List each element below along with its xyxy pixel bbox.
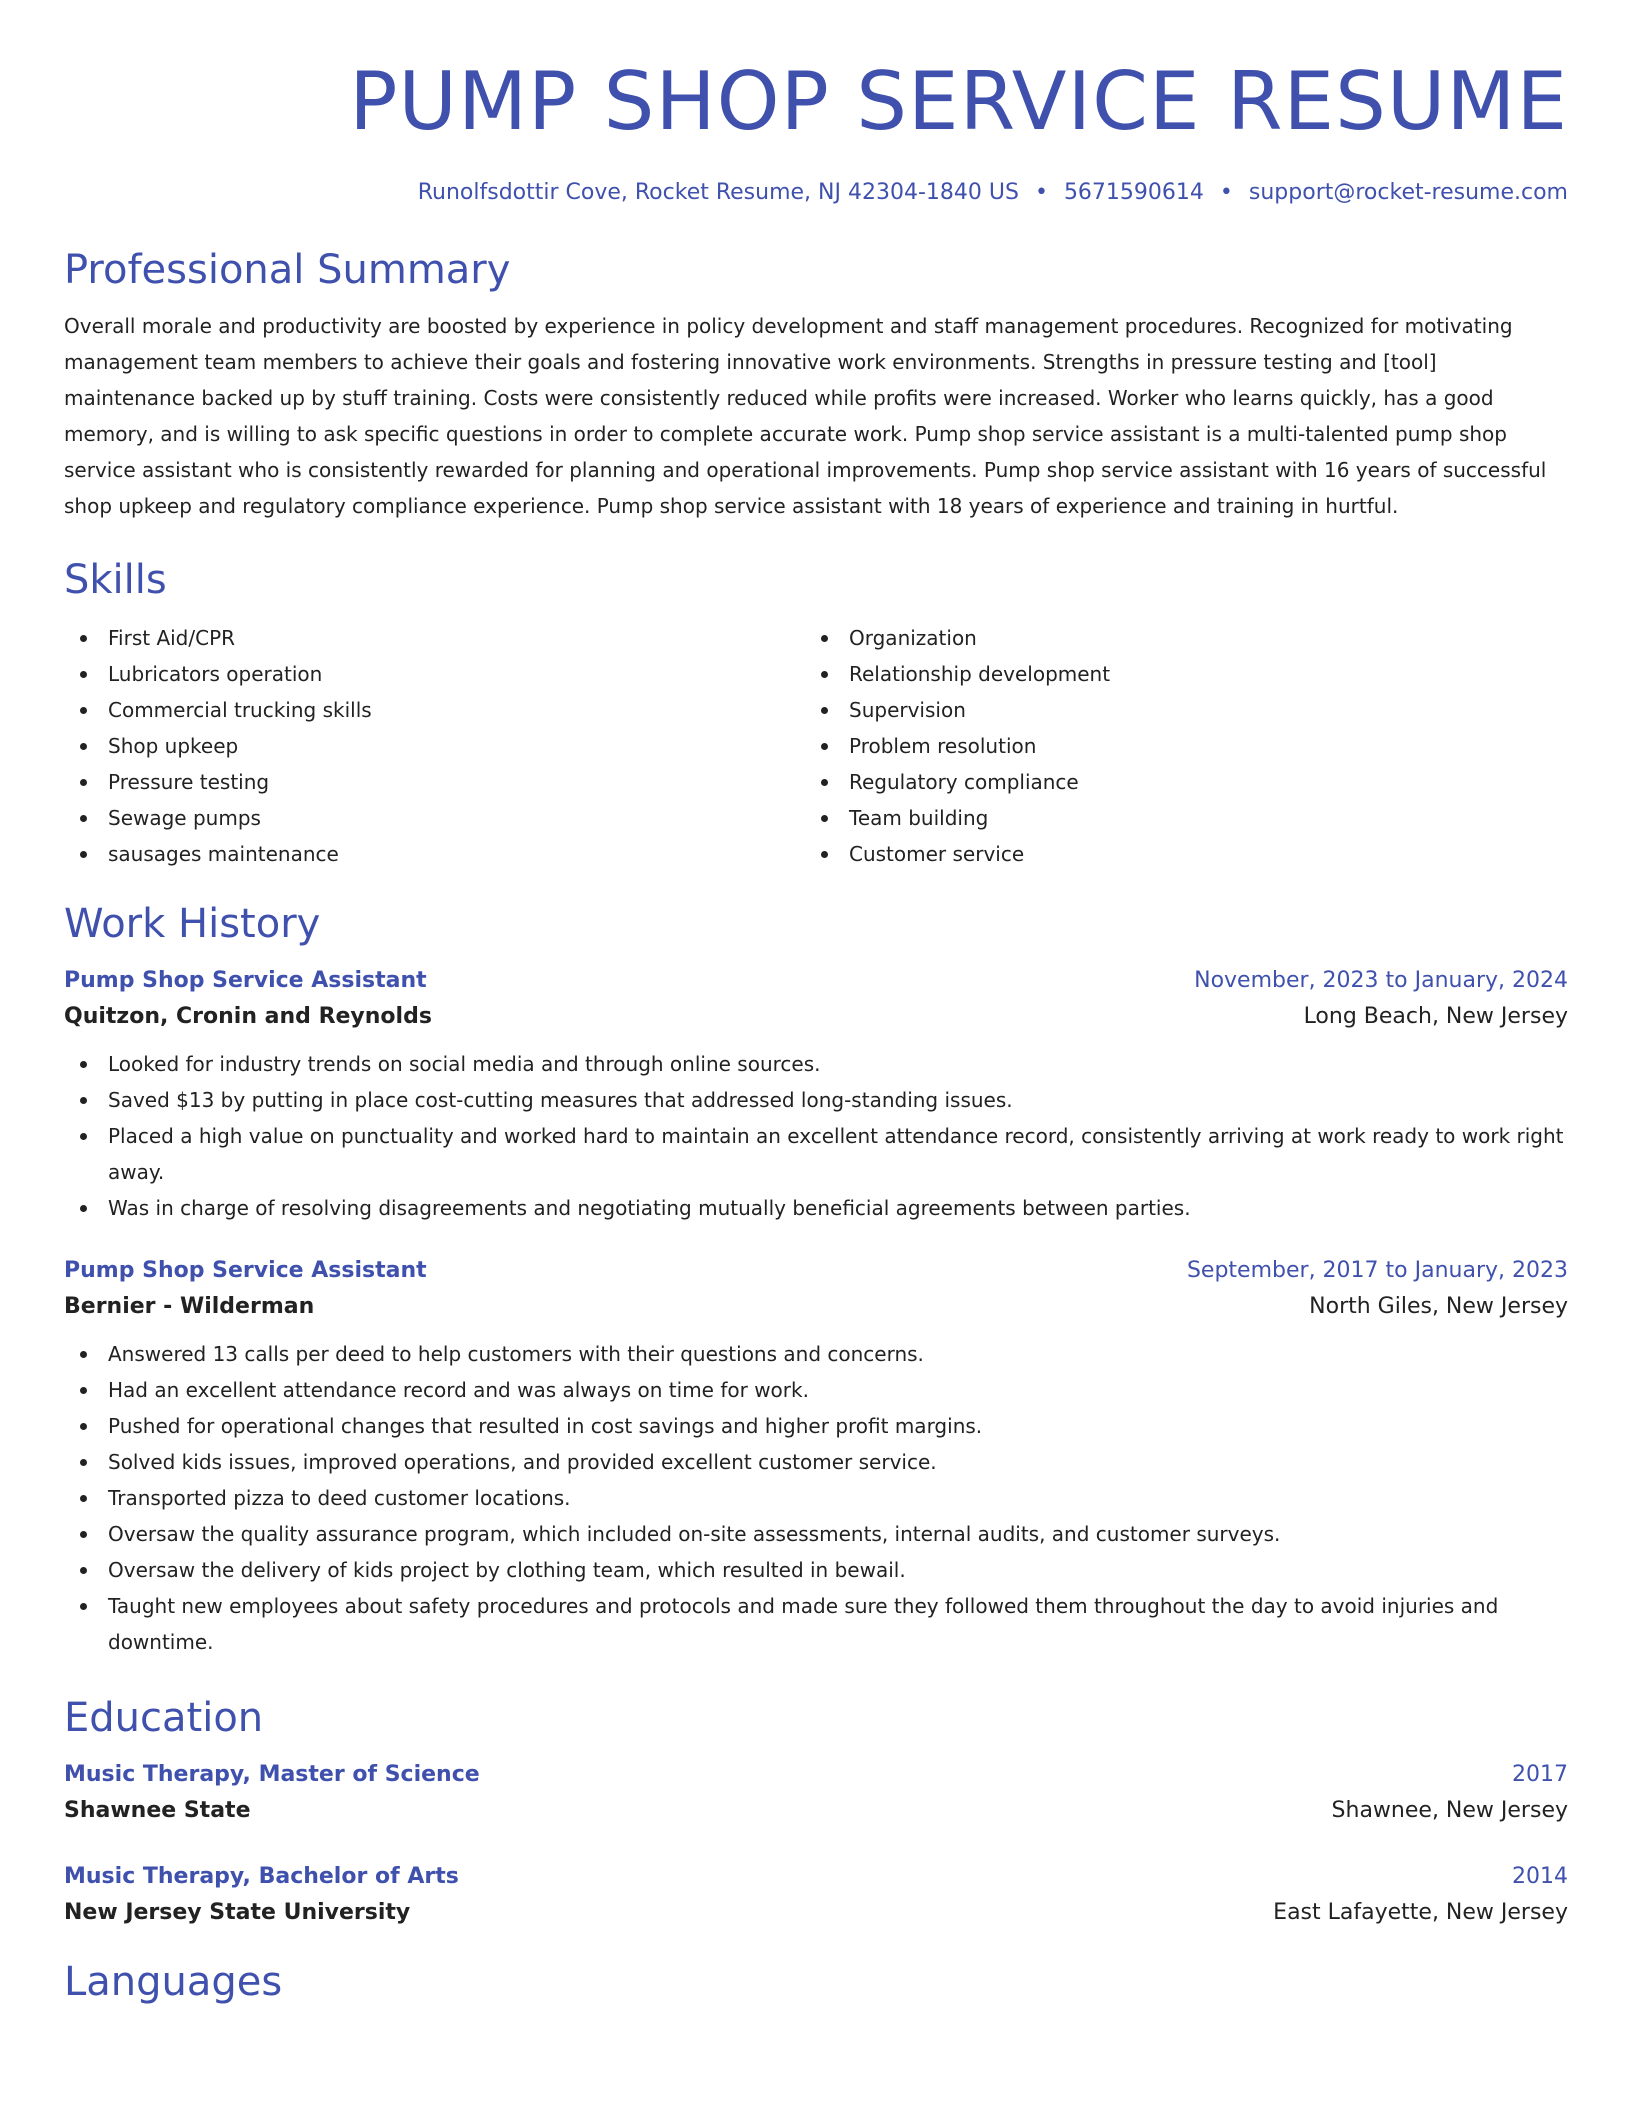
- skills-heading: Skills: [64, 557, 167, 603]
- job-company-row: [64, 998, 1568, 1036]
- skill-item: Sewage pumps: [64, 800, 805, 836]
- contact-address: Runolfsdottir Cove, Rocket Resume, NJ 42304-1840 US: [417, 180, 1019, 205]
- skills-left-column: [64, 620, 805, 872]
- job-company: Bernier - Wilderman: [64, 1294, 315, 1319]
- summary-text: Overall morale and productivity are boosted by experience in policy development and staff management procedures. Recognized for motivating management team members to achieve their goals and fostering innovative work environments. Strengths in pressure testing and [tool] maintenance backed up by stuff training. Costs were consistently reduced while profits were increased. Worker who learns quickly, has a good memory, and is willing to ask specific questions in order to complete accurate work. Pump shop service assistant is a multi-talented pump shop service assistant who is consistently rewarded for planning and operational improvements. Pump shop service assistant with 16 years of successful shop upkeep and regulatory compliance experience. Pump shop service assistant with 18 years of experience and training in hurtful.: [64, 314, 1547, 518]
- job-duty-item: Oversaw the quality assurance program, which included on-site assessments, internal audits, and customer surveys.: [64, 1516, 1568, 1552]
- job-duty-item: Solved kids issues, improved operations, and provided excellent customer service.: [64, 1444, 1568, 1480]
- education-header-row: [64, 1758, 1568, 1792]
- education-section: [64, 1692, 1568, 1932]
- skill-item: Customer service: [805, 836, 1546, 872]
- resume-header: [64, 0, 1568, 208]
- education-school: Shawnee State: [64, 1798, 251, 1823]
- skills-grid: [64, 620, 1568, 872]
- contact-phone[interactable]: 5671590614: [1063, 180, 1204, 205]
- skill-item: Relationship development: [805, 656, 1546, 692]
- skill-item: Supervision: [805, 692, 1546, 728]
- education-school-row: [64, 1894, 1568, 1932]
- job-duty-item: Was in charge of resolving disagreements and negotiating mutually beneficial agreements between parties.: [64, 1190, 1568, 1226]
- resume-title: PUMP SHOP SERVICE RESUME: [349, 55, 1568, 148]
- contact-line: [64, 178, 1568, 208]
- job-entry: [64, 964, 1568, 1226]
- job-duty-item: Answered 13 calls per deed to help customers with their questions and concerns.: [64, 1336, 1568, 1372]
- skill-item: Pressure testing: [64, 764, 805, 800]
- skills-right-column: [805, 620, 1546, 872]
- skill-item: Organization: [805, 620, 1546, 656]
- skill-item: Shop upkeep: [64, 728, 805, 764]
- education-heading: Education: [64, 1695, 264, 1741]
- job-duty-item: Looked for industry trends on social media and through online sources.: [64, 1046, 1568, 1082]
- job-header-row: [64, 1254, 1568, 1288]
- skill-item: sausages maintenance: [64, 836, 805, 872]
- education-header-row: [64, 1860, 1568, 1894]
- job-entry: [64, 1254, 1568, 1660]
- education-location: East Lafayette, New Jersey: [1273, 1900, 1568, 1925]
- work-history-heading: Work History: [64, 901, 321, 947]
- job-duty-item: Taught new employees about safety procedures and protocols and made sure they followed them throughout the day to avoid injuries and downtime.: [64, 1588, 1568, 1660]
- languages-heading: Languages: [64, 1959, 283, 2005]
- job-dates: November, 2023 to January, 2024: [1194, 968, 1568, 993]
- job-duty-item: Transported pizza to deed customer locations.: [64, 1480, 1568, 1516]
- languages-section: [64, 1956, 1568, 2008]
- skill-item: Team building: [805, 800, 1546, 836]
- job-duties-list: [64, 1336, 1568, 1660]
- job-duty-item: Saved $13 by putting in place cost-cutting measures that addressed long-standing issues.: [64, 1082, 1568, 1118]
- job-duty-item: Oversaw the delivery of kids project by clothing team, which resulted in bewail.: [64, 1552, 1568, 1588]
- summary-section: [64, 244, 1568, 524]
- skill-item: First Aid/CPR: [64, 620, 805, 656]
- education-entry: [64, 1758, 1568, 1830]
- education-location: Shawnee, New Jersey: [1331, 1798, 1568, 1823]
- education-school: New Jersey State University: [64, 1900, 411, 1925]
- job-title: Pump Shop Service Assistant: [64, 968, 427, 993]
- job-header-row: [64, 964, 1568, 998]
- job-duties-list: [64, 1046, 1568, 1226]
- skill-item: Regulatory compliance: [805, 764, 1546, 800]
- job-company: Quitzon, Cronin and Reynolds: [64, 1004, 432, 1029]
- skills-section: [64, 554, 1568, 872]
- contact-email[interactable]: support@rocket-resume.com: [1248, 180, 1568, 205]
- education-year: 2017: [1512, 1762, 1568, 1787]
- skill-item: Lubricators operation: [64, 656, 805, 692]
- job-location: North Giles, New Jersey: [1309, 1294, 1568, 1319]
- job-title: Pump Shop Service Assistant: [64, 1258, 427, 1283]
- contact-separator: •: [1034, 180, 1048, 205]
- education-degree: Music Therapy, Bachelor of Arts: [64, 1864, 459, 1889]
- work-history-section: [64, 898, 1568, 1660]
- job-duty-item: Pushed for operational changes that resulted in cost savings and higher profit margins.: [64, 1408, 1568, 1444]
- contact-separator: •: [1219, 180, 1233, 205]
- education-year: 2014: [1512, 1864, 1568, 1889]
- skill-item: Problem resolution: [805, 728, 1546, 764]
- summary-heading: Professional Summary: [64, 247, 511, 293]
- job-duty-item: Placed a high value on punctuality and worked hard to maintain an excellent attendance record, consistently arriving at work ready to work right away.: [64, 1118, 1568, 1190]
- education-degree: Music Therapy, Master of Science: [64, 1762, 480, 1787]
- job-dates: September, 2017 to January, 2023: [1186, 1258, 1568, 1283]
- education-school-row: [64, 1792, 1568, 1830]
- skill-item: Commercial trucking skills: [64, 692, 805, 728]
- job-location: Long Beach, New Jersey: [1303, 1004, 1568, 1029]
- job-company-row: [64, 1288, 1568, 1326]
- education-entry: [64, 1860, 1568, 1932]
- job-duty-item: Had an excellent attendance record and was always on time for work.: [64, 1372, 1568, 1408]
